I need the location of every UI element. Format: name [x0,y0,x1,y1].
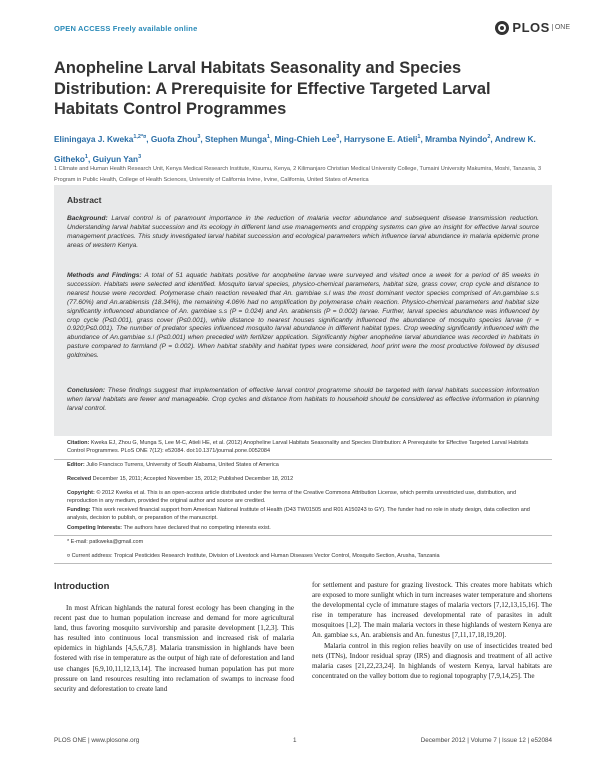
abstract-box [54,185,552,436]
intro-right-paragraph-2: Malaria control in this region relies heavily on use of insecticides treated bed nets (ITNs), Indoor residual spray (IRS) and diagnosis and treatment of all active malaria cases [21,22,23,24]. In highlands of western Kenya, larval habitats are concentrated on the valley bottom due to regional topography [7,9,14,25]. The [312,641,552,680]
author-affiliation-marker: 2 [487,134,491,140]
funding-text: This work received financial support from American National Institute of Health (D43 TW01505 and R01 A150243 to GY). The funder had no role in study design, data collection and analysis, decision to publish, or preparation of the manuscript. [67,507,530,521]
author-name[interactable]: Stephen Munga [205,133,267,144]
intro-column-left: In most African highlands the natural forest ecology has been changing in the recent past due to human population increase and demand for more agricultural land, thus favoring mosquito survivorship and parasite development [1,2,3]. This has resulted into continuous local transmission and increased risk of malaria epidemics in highlands [4,5,6,7,8]. Malaria transmission in highlands have been fostered with rise in temperature as the output of high rate of deforestation and land use changes [6,9,10,11,12,13,14]. The increased human population has put more pressure on land resources resulting into reclamation of swamps to increase food security and deforestation to create land [54,604,294,693]
methods-label: Methods and Findings: [67,272,142,279]
affiliations: 1 Climate and Human Health Research Unit, Kenya Medical Research Institute, Kisumu, Kenya, 2 Kilimanjaro Christian Medical University College, Tumaini University Makumira, Moshi, Tanzania, 3 Program in Public Health, College of Health Sciences, University of California Irvine, Irvine, California, United States of America [54,166,542,183]
competing-interests [67,525,545,533]
citation [67,440,545,455]
abstract-heading: Abstract [67,195,102,205]
meta-divider-1 [54,459,552,460]
author-affiliation-marker: 3 [197,134,201,140]
page-number: 1 [293,737,297,744]
competing-interests-text: The authors have declared that no competing interests exist. [122,525,271,531]
author-name[interactable]: Harrysone E. Atieli [343,133,418,144]
current-address [67,553,545,561]
citation-label: Citation: [67,440,90,446]
abstract-conclusion [67,387,539,414]
background-label: Background: [67,215,108,222]
copyright-label: Copyright: [67,490,95,496]
author-affiliation-marker: 1 [266,134,270,140]
citation-text: Kweka EJ, Zhou G, Munga S, Lee M-C, Atieli HE, et al. (2012) Anopheline Larval Habitats Seasonality and Species Distribution: A Prerequisite for Effective Targeted Larval Habitats Control Programmes. PLoS ONE 7(12): e52084. doi:10.1371/journal.pone.0052084 [67,440,529,454]
open-access-label [54,24,197,33]
meta-divider-3 [54,563,552,564]
methods-text: A total of 51 aquatic habitats positive for anopheline larvae were surveyed and visited once a week for a period of 85 weeks in succession. Habitats were selected and identified. Mosquito larval species, physico-chemical parameters, habitat size, grass cover, crop cycle and distance to nearest house were recorded. Polymerase chain reaction revealed that An. gambiae s.l was the most dominant vector species comprised of An.gambiae s.s (77.60%) and An.arabiensis (18.34%), the remaining 4.06% had no amplification by polymerase chain reaction. Physico-chemical parameters and habitat size significantly influenced abundance of An. gambiae s.s (P = 0.024) and An. arabiensis (P = 0.002) larvae. Further, larval species abundance was influenced by crop cycle (P≤0.001), grass cover (P≤0.001), while distance to nearest houses significantly influenced the abundance of mosquito species larvae (r = 0.920;P≤0.001). The number of predator species influenced mosquito larval abundance in different habitat types. Crop weeding significantly influenced with the abundance of An.gambiae s.l (P≤0.001) when preceded with fertilizer application. Significantly higher anopheline larval abundance was recorded in habitats in pasture compared to farmland (P = 0.002). When habitat stability and habitat types were considered, hoof print were the most productive followed by disused goldmines. [67,272,539,360]
author-name[interactable]: Mramba Nyindo [425,133,488,144]
funding [67,507,545,522]
footer-issue: December 2012 | Volume 7 | Issue 12 | e52084 [420,737,552,744]
author-affiliation-marker: 1 [84,153,88,160]
competing-interests-label: Competing Interests: [67,525,123,531]
copyright [67,490,545,505]
plos-logo-suffix: ONE [552,24,570,31]
conclusion-text: These findings suggest that implementation of effective larval control programme should be targeted with larval habitats succession information when larval habitats are fewer and manageable. Crop cycles and distance from habitats to household should be considered as effective information in planning larval control. [67,387,539,412]
plos-one-logo [495,20,570,35]
author-affiliation-marker: 3 [336,134,340,140]
copyright-text: © 2012 Kweka et al. This is an open-access article distributed under the terms of the Creative Commons Attribution License, which permits unrestricted use, distribution, and reproduction in any medium, provided the original author and source are credited. [67,490,517,504]
open-access-text: OPEN ACCESS Freely available online [54,24,198,33]
background-text: Larval control is of paramount importance in the reduction of malaria vector abundance and subsequent disease transmission reduction. Understanding larval habitat succession and its ecology in different land use managements and cropping systems can give an insight for effective larval source management practices. This study investigated larval habitat succession and ecological parameters which influence larval abundance in malaria epidemic prone areas of western Kenya. [67,215,539,249]
author-name[interactable]: Ming-Chieh Lee [274,133,337,144]
introduction-heading: Introduction [54,581,110,592]
plos-logo-icon [495,21,509,35]
author-affiliation-marker: 1,2*¤ [133,134,147,140]
plos-logo-word: PLOS [512,20,550,35]
author-name[interactable]: Andrew K. Githeko [54,133,536,164]
intro-right-paragraph-1: for settlement and pasture for grazing livestock. This creates more habitats which are exposed to more sunlight which in turn increases water temperature and shortens the developmental cycle of immature stages of malaria vectors [7,12,13,15,16]. The rise in temperature has increased developmental rate of parasites in adult mosquitoes [1,2]. The main malaria vectors in these highlands of western Kenya are An. gambiae s.s, An. arabiensis and An. funestus [7,11,17,18,19,20]. [312,581,552,640]
abstract-background [67,215,539,251]
meta-divider-2 [54,535,552,536]
footer-journal[interactable]: PLOS ONE | www.plosone.org [54,737,140,744]
current-address-text: ¤ Current address: Tropical Pesticides Research Institute, Division of Livestock and Human Diseases Vector Control, Mosquito Section, Arusha, Tanzania [67,553,440,559]
author-list: Eliningaya J. Kweka$^{1,2*¤}$, Guofa Zhou$^3$, Stephen Munga$^1$, Ming-Chieh Lee$^3$, Harrysone E. Atieli$^1$, Mramba Nyindo$^2$, Andrew K. Githeko$^1$, Guiyun Yan$^3$ [54,133,536,164]
funding-label: Funding: [67,507,91,513]
abstract-methods [67,272,539,361]
dates [67,476,545,484]
author-affiliation-marker: 3 [138,153,142,160]
intro-column-right [312,580,552,681]
author-name[interactable]: Guofa Zhou [150,133,198,144]
editor-text: Julio Francisco Turrens, University of South Alabama, United States of America [84,462,279,468]
email[interactable] [67,539,545,547]
conclusion-label: Conclusion: [67,387,106,394]
dates-label: Received [67,476,92,482]
email-text[interactable]: * E-mail: patkweka@gmail.com [67,539,144,545]
author-affiliation-marker: 1 [417,134,421,140]
author-name[interactable]: Guiyun Yan [92,153,139,164]
journal-header [54,22,570,40]
editor-label: Editor: [67,462,85,468]
article-title: Anopheline Larval Habitats Seasonality and Species Distribution: A Prerequisite for Effective Targeted Larval Habitats Control Programmes [54,59,491,118]
editor [67,462,545,470]
author-name[interactable]: Eliningaya J. Kweka [54,133,134,144]
dates-text: December 15, 2011; Accepted November 15, 2012; Published December 18, 2012 [91,476,294,482]
